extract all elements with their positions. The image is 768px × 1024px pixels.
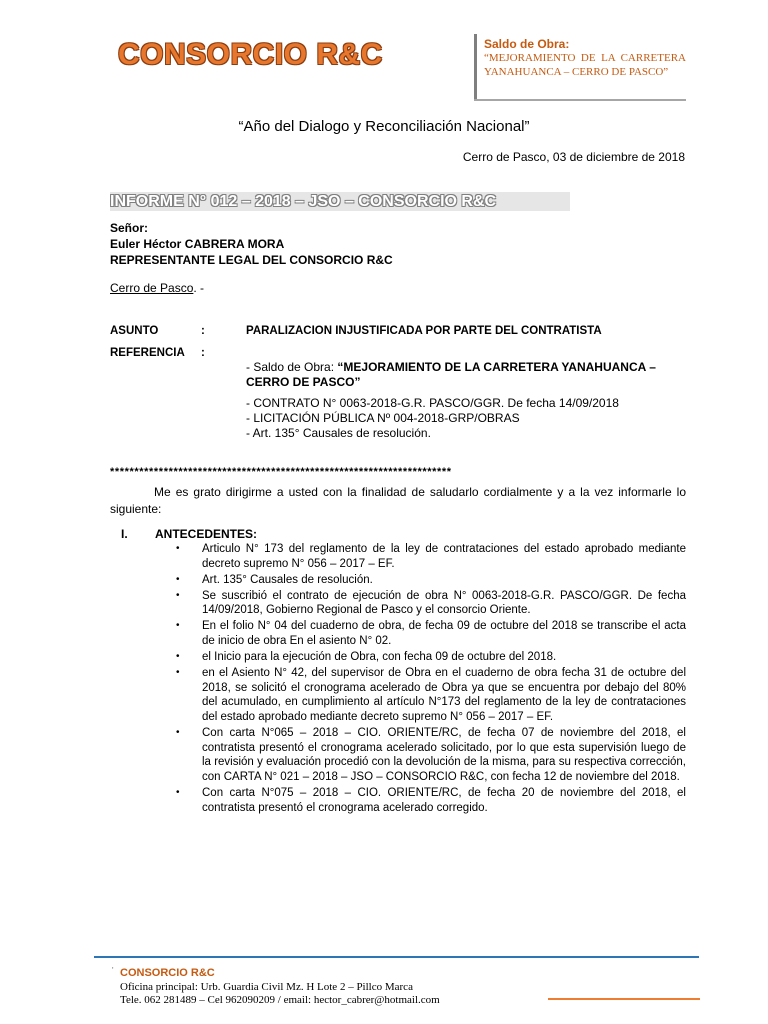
separator-stars: **********************************************************************: [110, 466, 452, 478]
list-item: • En el folio N° 04 del cuaderno de obra, de fecha 09 de octubre del 2018 se transcribe el acta de inicio de obra En el asiento N° 02.: [176, 620, 686, 648]
addressee-role: REPRESENTANTE LEGAL DEL CONSORCIO R&C: [110, 253, 393, 267]
bullet-icon: •: [176, 589, 180, 601]
list-item: • en el Asiento N° 42, del supervisor de Obra en el cuaderno de obra fecha 31 de octubre del 2018, se solicitó el cronograma acelerado de Obra ya que se encuentra por debajo del 80% del acumulado, en cumplimiento al artículo N°173 del reglamento de la ley de contrataciones del estado aprobado mediante decreto supremo N° 056 – 2017 – EF.: [176, 667, 686, 724]
list-item: • Art. 135° Causales de resolución.: [176, 573, 373, 586]
referencia-label: REFERENCIA: [110, 347, 185, 359]
footer-contact: Tele. 062 281489 – Cel 962090209 / email: hector_cabrer@hotmail.com: [120, 994, 440, 1006]
report-title: INFORME N° 012 – 2018 – JSO – CONSORCIO R&C: [110, 192, 570, 211]
footer-rule: [94, 956, 699, 958]
referencia-obra-prefix: - Saldo de Obra:: [246, 360, 338, 374]
footer-accent-rule: [548, 998, 700, 1000]
list-item: • Con carta N°065 – 2018 – CIO. ORIENTE/RC, de fecha 07 de noviembre del 2018, el contratista presentó el cronograma acelerado solicitado, por lo que esta supervisión luego de la revisión y evaluación procedió con la devolución de la misma, para su respectiva corrección, con CARTA N° 021 – 2018 – JSO – CONSORCIO R&C, con fecha 12 de noviembre del 2018.: [176, 727, 686, 783]
section-number: I.: [121, 527, 128, 541]
bullet-icon: •: [176, 727, 180, 739]
footer-mark: ': [112, 966, 114, 975]
asunto-colon: :: [201, 325, 205, 337]
bullet-icon: •: [176, 667, 180, 679]
referencia-list: [246, 360, 686, 441]
addressee-block: [110, 220, 393, 268]
city-name: Cerro de Pasco: [110, 281, 194, 295]
footer-contact-block: [120, 981, 440, 1007]
referencia-colon: :: [201, 347, 205, 359]
addressee-name: Euler Héctor CABRERA MORA: [110, 237, 285, 251]
header-box-underline: [474, 99, 686, 101]
list-item: • Articulo N° 173 del reglamento de la ley de contrataciones del estado aprobado mediante decreto supremo N° 056 – 2017 – EF.: [176, 543, 686, 570]
referencia-item: - Art. 135° Causales de resolución.: [246, 426, 431, 440]
document-date: Cerro de Pasco, 03 de diciembre de 2018: [462, 150, 685, 164]
section-heading: [121, 527, 257, 541]
bullet-icon: •: [176, 573, 180, 585]
city-suffix: . -: [193, 281, 205, 295]
asunto-label: ASUNTO: [110, 325, 159, 337]
list-item: • Se suscribió el contrato de ejecución de obra N° 0063-2018-G.R. PASCO/GGR. De fecha 14/09/2018, Gobierno Regional de Pasco y el consorcio Oriente.: [176, 589, 686, 617]
bullet-icon: •: [176, 543, 180, 554]
section-title: ANTECEDENTES:: [155, 527, 258, 541]
footer-address: Oficina principal: Urb. Guardia Civil Mz. H Lote 2 – Pillco Marca: [120, 981, 413, 993]
intro-text: Me es grato dirigirme a usted con la finalidad de saludarlo cordialmente y a la vez informarle lo siguiente:: [110, 485, 686, 516]
intro-paragraph: [110, 484, 686, 518]
asunto-value: PARALIZACION INJUSTIFICADA POR PARTE DEL CONTRATISTA: [246, 325, 602, 337]
referencia-obra: [246, 360, 686, 375]
header-box-body: “MEJORAMIENTO DE LA CARRETERA YANAHUANCA – CERRO DE PASCO”: [484, 52, 686, 78]
bullet-icon: •: [176, 651, 180, 663]
header-divider: [474, 34, 477, 100]
year-slogan: “Año del Dialogo y Reconciliación Nacional”: [238, 118, 530, 135]
list-item: • Con carta N°075 – 2018 – CIO. ORIENTE/RC, de fecha 20 de noviembre del 2018, el contratista presentó el cronograma acelerado corregido.: [176, 787, 686, 814]
bullet-icon: •: [176, 620, 180, 632]
header-box-title: Saldo de Obra:: [484, 37, 570, 51]
referencia-item: - LICITACIÓN PÚBLICA Nº 004-2018-GRP/OBRAS: [246, 411, 520, 425]
salutation: Señor:: [110, 221, 149, 235]
footer-brand: CONSORCIO R&C: [120, 967, 215, 979]
list-item: • el Inicio para la ejecución de Obra, con fecha 09 de octubre del 2018.: [176, 651, 557, 664]
antecedentes-list: [170, 542, 686, 817]
company-logo: CONSORCIO R&C: [118, 38, 383, 71]
bullet-icon: •: [176, 787, 180, 798]
city-line: [110, 281, 204, 295]
referencia-item: - CONTRATO N° 0063-2018-G.R. PASCO/GGR. De fecha 14/09/2018: [246, 396, 619, 410]
header-project-box: [484, 37, 686, 79]
referencia-obra-name-2: CERRO DE PASCO”: [246, 375, 361, 389]
referencia-obra-name-1: “MEJORAMIENTO DE LA CARRETERA YANAHUANCA –: [337, 360, 656, 374]
